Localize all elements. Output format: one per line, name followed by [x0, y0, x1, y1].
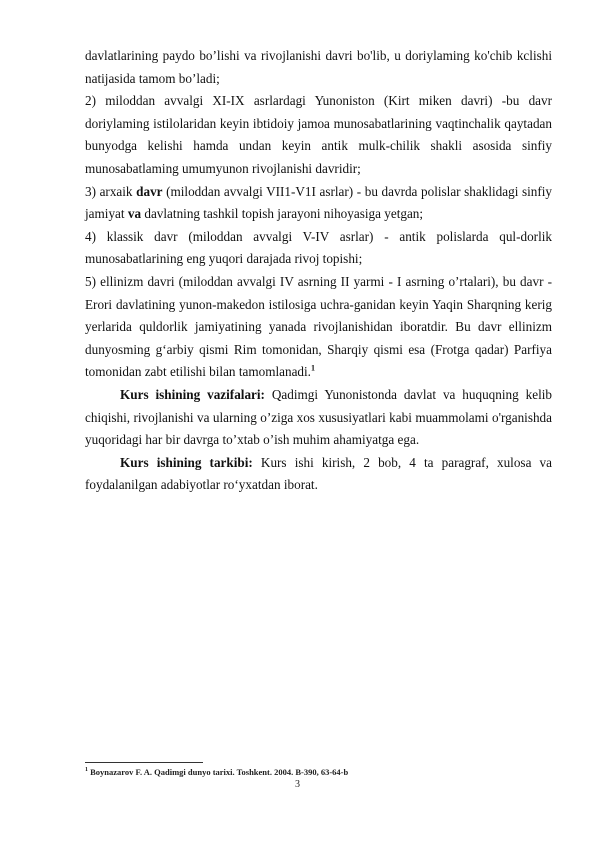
- body-text: [85, 45, 552, 497]
- tasks-text: Qadimgi Yunonistonda davlat va huquqning kelib chiqishi, rivojlanishi va ularning o’ziga xos xususiyatlari kabi muammolami o'rganishda yuqoridagi har bir davrga to’xtab o’ish muhim ahamiyatga ega.: [85, 386, 552, 448]
- paragraph-3-mid: (miloddan avvalgi VII1-V1I asrlar) - bu davrda polislar shaklidagi sinfiy jamiyat: [85, 183, 552, 222]
- footnote-text: Boynazarov F. A. Qadimgi dunyo tarixi. Toshkent. 2004. B-390, 63-64-b: [88, 767, 349, 777]
- structure-text: Kurs ishi kirish, 2 bob, 4 ta paragraf, xulosa va foydalanilgan adabiyotlar ro‘yxatdan iborat.: [85, 454, 552, 493]
- paragraph-3-bold-davr: davr: [136, 183, 163, 199]
- footnote-reference[interactable]: 1: [310, 363, 315, 373]
- page-number: 3: [295, 779, 300, 790]
- paragraph-structure: [85, 452, 552, 497]
- structure-label: Kurs ishining tarkibi:: [120, 454, 253, 470]
- paragraph-3: [85, 181, 552, 226]
- paragraph-3-start: 3) arxaik: [85, 183, 137, 199]
- paragraph-1: davlatlarining paydo bo’lishi va rivojlanishi davri bo'lib, u doriylaming ko'chib kclishi natijasida tamom bo’ladi;: [85, 48, 552, 86]
- paragraph-tasks: [85, 384, 552, 452]
- footnote: [85, 767, 545, 778]
- paragraph-5-text: 5) ellinizm davri (miloddan avvalgi IV asrning II yarmi - I asrning o’rtalari), bu davr - Erori davlatining yunon-makedon istilosiga uchra-ganidan keyin Yaqin Sharqning kerig yerlarida quldorlik jamiyatining yanada rivojlanishidan iboratdir. Bu davr ellinizm dunyosming g‘arbiy qismi Rim tomonidan, Sharqiy qismi esa (Frotga qadar) Parfiya tomonidan zabt etilishi bilan tamomlanadi.: [85, 273, 552, 380]
- paragraph-3-end: davlatning tashkil topish jarayoni nihoyasiga yetgan;: [141, 206, 424, 222]
- paragraph-2: 2) miloddan avvalgi XI-IX asrlardagi Yunoniston (Kirt miken davri) -bu davr doriylaming istilolaridan keyin ibtidoiy jamoa munosabatlarining vaqtinchalik qaytadan bunyodga kelishi hamda undan keyin antik mulk-chilik shakli asosida sinfiy munosabatlaming umumyunon rivojlanishi davridir;: [85, 93, 552, 176]
- footnote-marker: 1: [85, 767, 88, 774]
- footnote-divider: [85, 762, 203, 763]
- paragraph-3-bold-va: va: [127, 206, 142, 222]
- tasks-label: Kurs ishining vazifalari:: [120, 386, 265, 402]
- paragraph-4: 4) klassik davr (miloddan avvalgi V-IV asrlar) - antik polislarda qul-dorlik munosabatlarining eng yuqori darajada rivoj topishi;: [85, 228, 552, 267]
- paragraph-5: [85, 271, 552, 384]
